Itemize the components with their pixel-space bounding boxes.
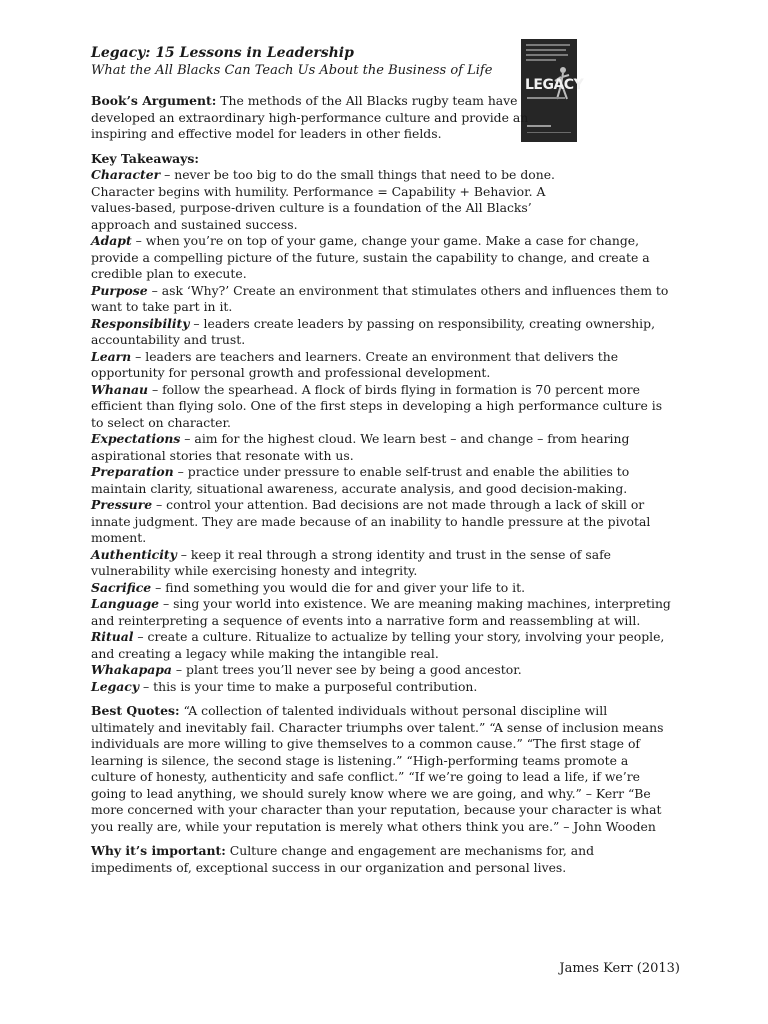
- takeaway-text: – ask ‘Why?’ Create an environment that stimulates others and influences them to want to take part in it.: [91, 282, 669, 314]
- takeaway-text: – when you’re on top of your game, change your game. Make a case for change, provide a compelling picture of the future, sustain the capability to change, and create a credible plan to execute.: [91, 233, 650, 281]
- book-argument-label: Book’s Argument:: [91, 93, 217, 108]
- takeaway-text: – find something you would die for and giver your life to it.: [151, 579, 526, 595]
- takeaway-item: [91, 167, 591, 233]
- summary-page: [91, 44, 671, 876]
- document-subtitle: What the All Blacks Can Teach Us About the Business of Life: [91, 63, 493, 78]
- takeaway-text: – aim for the highest cloud. We learn best – and change – from hearing aspirational stories that resonate with us.: [91, 431, 630, 463]
- takeaway-text: – leaders are teachers and learners. Create an environment that delivers the opportunity for personal growth and professional development.: [91, 348, 619, 380]
- takeaway-text: – leaders create leaders by passing on responsibility, creating ownership, accountability and trust.: [91, 315, 656, 347]
- takeaway-term: Purpose: [91, 282, 148, 298]
- takeaway-item: [91, 497, 671, 547]
- takeaway-text: – plant trees you’ll never see by being a good ancestor.: [171, 662, 522, 677]
- takeaway-item: [91, 679, 671, 696]
- takeaway-term: Ritual: [91, 629, 134, 644]
- key-takeaways-list: [91, 167, 671, 695]
- best-quotes-text: “A collection of talented individuals without personal discipline will ultimately and inevitably fail. Character triumphs over talent.” “A sense of inclusion means individuals are more willing to give themselves to a common cause.” “The first stage of learning is silence, the second stage is listening.” “High-performing teams promote a culture of honesty, authenticity and safe conflict.” “If we’re going to lead a life, if we’re going to lead anything, we should surely know where we are going, and why.” – Kerr “Be more concerned with your character than your reputation, because your character is what you really are, while your reputation is merely what others think you are.” – John Wooden: [91, 703, 664, 834]
- why-important-text: Culture change and engagement are mechanisms for, and impediments of, exceptional success in our organization and personal lives.: [91, 843, 595, 875]
- takeaway-term: Responsibility: [91, 315, 190, 331]
- takeaway-term: Preparation: [91, 464, 174, 479]
- why-important-label: Why it’s important:: [91, 843, 226, 858]
- takeaway-text: – control your attention. Bad decisions are not made through a lack of skill or innate judgment. They are made because of an inability to handle pressure at the pivotal moment.: [91, 497, 651, 545]
- takeaway-text: – follow the spearhead. A flock of birds flying in formation is 70 percent more efficient than flying solo. One of the first steps in developing a high performance culture is to select on character.: [91, 381, 663, 430]
- takeaway-item: [91, 662, 671, 679]
- takeaway-item: [91, 349, 671, 382]
- takeaway-term: Authenticity: [91, 546, 177, 562]
- book-argument: [91, 93, 561, 143]
- takeaway-term: Sacrifice: [91, 579, 152, 595]
- cover-title: LEGACY: [525, 77, 584, 93]
- takeaway-term: Expectations: [91, 431, 181, 446]
- takeaway-text: – practice under pressure to enable self-trust and enable the abilities to maintain clarity, situational awareness, accurate analysis, and good decision-making.: [91, 464, 630, 496]
- takeaway-item: [91, 596, 671, 629]
- book-argument-text: The methods of the All Blacks rugby team have developed an extraordinary high-performance culture and provide an inspiring and effective model for leaders in other fields.: [91, 93, 529, 141]
- takeaway-item: [91, 382, 671, 432]
- takeaway-term: Pressure: [91, 497, 153, 512]
- takeaway-text: – never be too big to do the small things that need to be done. Character begins with humility. Performance = Capability + Behavior. A values-based, purpose-driven culture is a foundation of the All Blacks’ approach and sustained success.: [91, 167, 555, 232]
- takeaway-item: [91, 580, 671, 597]
- takeaway-item: [91, 283, 671, 316]
- key-takeaways-heading: Key Takeaways:: [91, 150, 199, 166]
- takeaway-term: Adapt: [91, 233, 132, 248]
- why-important: [91, 843, 671, 876]
- takeaway-text: – create a culture. Ritualize to actualize by telling your story, involving your people, and creating a legacy while making the intangible real.: [91, 629, 665, 661]
- document-title: Legacy: 15 Lessons in Leadership: [91, 45, 354, 61]
- takeaway-term: Character: [91, 167, 161, 182]
- takeaway-item: [91, 629, 671, 662]
- takeaway-term: Whakapapa: [91, 662, 172, 677]
- author-attribution: James Kerr (2013): [559, 961, 680, 976]
- takeaway-item: [91, 316, 671, 349]
- takeaway-text: – this is your time to make a purposeful contribution.: [139, 678, 478, 694]
- best-quotes-label: Best Quotes:: [91, 703, 180, 718]
- takeaway-term: Learn: [91, 348, 132, 364]
- takeaway-term: Legacy: [91, 678, 140, 694]
- best-quotes: [91, 703, 671, 835]
- takeaway-item: [91, 431, 671, 464]
- takeaway-term: Whanau: [91, 381, 148, 397]
- takeaway-item: [91, 464, 671, 497]
- takeaway-text: – sing your world into existence. We are meaning making machines, interpreting and reinterpreting a sequence of events into a narrative form and reassembling at will.: [91, 596, 671, 628]
- takeaway-item: [91, 547, 671, 580]
- takeaway-item: [91, 233, 671, 283]
- takeaway-text: – keep it real through a strong identity and trust in the sense of safe vulnerability while exercising honesty and integrity.: [91, 546, 611, 578]
- takeaway-term: Language: [91, 596, 159, 611]
